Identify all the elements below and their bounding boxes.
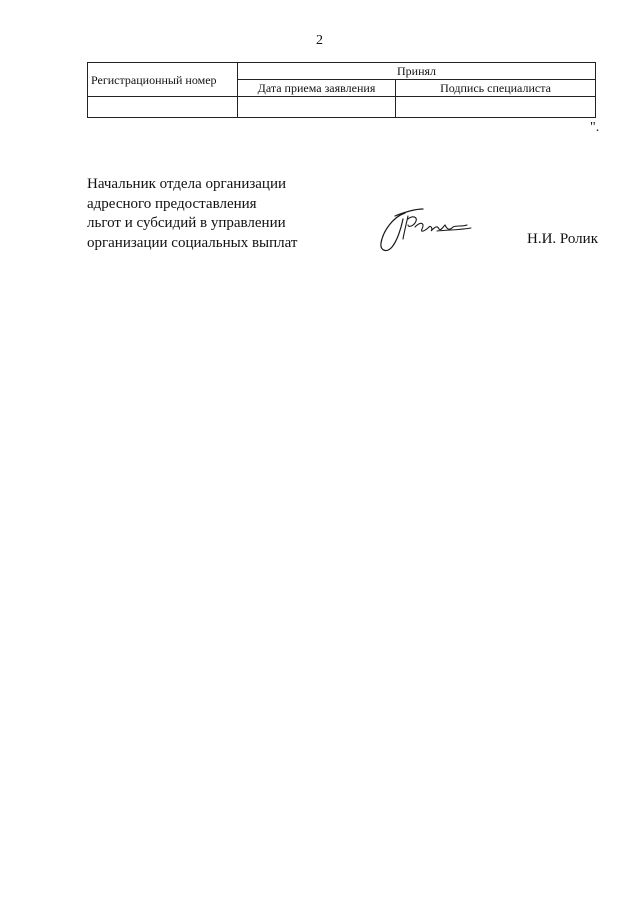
closing-quote-mark: ".	[590, 120, 600, 135]
page-number: 2	[316, 33, 323, 48]
position-line: Начальник отдела организации	[87, 176, 287, 192]
position-line: адресного предоставления	[87, 195, 257, 212]
position-line: льгот и субсидий в управлении	[87, 215, 286, 231]
table-row	[88, 97, 596, 118]
position-line: организации социальных выплат	[87, 234, 298, 251]
table-cell-date	[238, 97, 396, 118]
table-cell-reg-number	[88, 97, 238, 118]
registration-table	[87, 62, 596, 118]
accepted-header: Принял	[238, 63, 596, 80]
table-cell-signature	[396, 97, 596, 118]
signer-name: Н.И. Ролик	[527, 231, 598, 247]
date-header: Дата приема заявления	[238, 80, 396, 97]
signer-position	[87, 175, 297, 253]
reg-number-header: Регистрационный номер	[88, 63, 238, 97]
handwritten-signature	[375, 203, 475, 255]
table-header-row	[88, 63, 596, 80]
signature-header: Подпись специалиста	[396, 80, 596, 97]
